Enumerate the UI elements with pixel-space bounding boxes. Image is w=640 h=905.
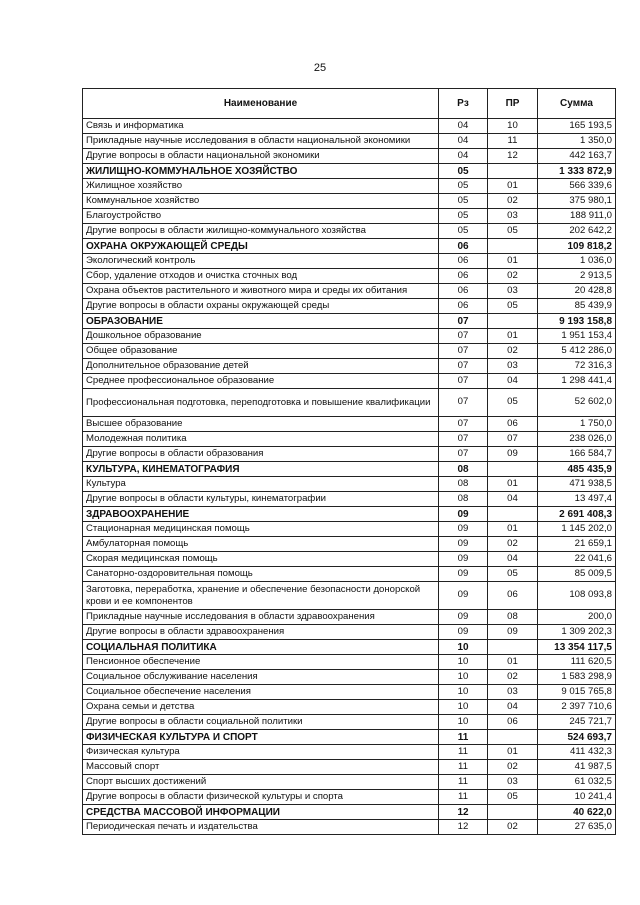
cell-name: СОЦИАЛЬНАЯ ПОЛИТИКА	[83, 640, 439, 655]
cell-name: ЖИЛИЩНО-КОММУНАЛЬНОЕ ХОЗЯЙСТВО	[83, 164, 439, 179]
cell-sum: 21 659,1	[538, 537, 616, 552]
cell-rz: 04	[439, 119, 488, 134]
cell-rz: 09	[439, 625, 488, 640]
cell-pr: 05	[488, 790, 538, 805]
cell-sum: 22 041,6	[538, 552, 616, 567]
table-row	[83, 179, 616, 194]
cell-rz: 08	[439, 492, 488, 507]
cell-name: Санаторно-оздоровительная помощь	[83, 567, 439, 582]
cell-name: Скорая медицинская помощь	[83, 552, 439, 567]
cell-name: Связь и информатика	[83, 119, 439, 134]
cell-rz: 07	[439, 432, 488, 447]
cell-name: СРЕДСТВА МАССОВОЙ ИНФОРМАЦИИ	[83, 805, 439, 820]
header-name: Наименование	[83, 89, 439, 119]
cell-rz: 11	[439, 760, 488, 775]
cell-sum: 13 497,4	[538, 492, 616, 507]
cell-name: Массовый спорт	[83, 760, 439, 775]
section-row	[83, 640, 616, 655]
header-rz: Рз	[439, 89, 488, 119]
cell-rz: 07	[439, 389, 488, 417]
cell-rz: 09	[439, 522, 488, 537]
cell-name: Коммунальное хозяйство	[83, 194, 439, 209]
cell-name: Другие вопросы в области социальной политики	[83, 715, 439, 730]
cell-name: Другие вопросы в области образования	[83, 447, 439, 462]
table-row	[83, 685, 616, 700]
cell-name: Прикладные научные исследования в области национальной экономики	[83, 134, 439, 149]
cell-pr: 04	[488, 492, 538, 507]
cell-pr	[488, 507, 538, 522]
cell-pr: 01	[488, 655, 538, 670]
table-row	[83, 567, 616, 582]
table-row	[83, 655, 616, 670]
cell-pr	[488, 239, 538, 254]
cell-sum: 485 435,9	[538, 462, 616, 477]
cell-rz: 07	[439, 329, 488, 344]
cell-name: Высшее образование	[83, 417, 439, 432]
cell-sum: 165 193,5	[538, 119, 616, 134]
cell-rz: 05	[439, 194, 488, 209]
cell-name: ЗДРАВООХРАНЕНИЕ	[83, 507, 439, 522]
cell-pr: 04	[488, 374, 538, 389]
cell-sum: 442 163,7	[538, 149, 616, 164]
table-row	[83, 119, 616, 134]
cell-sum: 1 298 441,4	[538, 374, 616, 389]
table-row	[83, 552, 616, 567]
cell-pr: 01	[488, 254, 538, 269]
cell-rz: 07	[439, 359, 488, 374]
cell-name: Социальное обеспечение населения	[83, 685, 439, 700]
section-row	[83, 805, 616, 820]
table-row	[83, 194, 616, 209]
cell-sum: 524 693,7	[538, 730, 616, 745]
cell-sum: 20 428,8	[538, 284, 616, 299]
cell-sum: 85 009,5	[538, 567, 616, 582]
table-row	[83, 149, 616, 164]
table-row	[83, 284, 616, 299]
cell-rz: 09	[439, 610, 488, 625]
cell-name: Другие вопросы в области национальной экономики	[83, 149, 439, 164]
table-row	[83, 700, 616, 715]
cell-sum: 85 439,9	[538, 299, 616, 314]
cell-name: ОБРАЗОВАНИЕ	[83, 314, 439, 329]
cell-rz: 06	[439, 299, 488, 314]
table-row	[83, 389, 616, 417]
cell-rz: 10	[439, 640, 488, 655]
cell-rz: 07	[439, 314, 488, 329]
cell-pr: 04	[488, 700, 538, 715]
section-row	[83, 239, 616, 254]
cell-sum: 41 987,5	[538, 760, 616, 775]
cell-sum: 5 412 286,0	[538, 344, 616, 359]
cell-rz: 11	[439, 775, 488, 790]
table-row	[83, 522, 616, 537]
cell-sum: 9 193 158,8	[538, 314, 616, 329]
cell-pr: 05	[488, 224, 538, 239]
cell-sum: 245 721,7	[538, 715, 616, 730]
table-row	[83, 610, 616, 625]
cell-pr: 07	[488, 432, 538, 447]
cell-pr: 04	[488, 552, 538, 567]
cell-name: Другие вопросы в области жилищно-коммунального хозяйства	[83, 224, 439, 239]
cell-name: Дополнительное образование детей	[83, 359, 439, 374]
cell-pr: 02	[488, 537, 538, 552]
cell-sum: 1 036,0	[538, 254, 616, 269]
table-row	[83, 492, 616, 507]
section-row	[83, 730, 616, 745]
cell-name: Экологический контроль	[83, 254, 439, 269]
cell-name: Благоустройство	[83, 209, 439, 224]
cell-pr	[488, 805, 538, 820]
cell-rz: 11	[439, 730, 488, 745]
cell-rz: 12	[439, 805, 488, 820]
table-row	[83, 254, 616, 269]
cell-pr: 02	[488, 344, 538, 359]
cell-pr: 09	[488, 447, 538, 462]
table-row	[83, 715, 616, 730]
cell-name: Культура	[83, 477, 439, 492]
cell-sum: 1 951 153,4	[538, 329, 616, 344]
cell-name: Физическая культура	[83, 745, 439, 760]
cell-pr: 02	[488, 194, 538, 209]
cell-rz: 07	[439, 374, 488, 389]
cell-sum: 2 913,5	[538, 269, 616, 284]
cell-name: Охрана семьи и детства	[83, 700, 439, 715]
cell-sum: 1 350,0	[538, 134, 616, 149]
cell-pr: 05	[488, 567, 538, 582]
cell-rz: 05	[439, 209, 488, 224]
cell-rz: 08	[439, 462, 488, 477]
cell-name: Прикладные научные исследования в области здравоохранения	[83, 610, 439, 625]
cell-rz: 04	[439, 134, 488, 149]
cell-sum: 1 145 202,0	[538, 522, 616, 537]
cell-pr: 06	[488, 582, 538, 610]
table-row	[83, 670, 616, 685]
section-row	[83, 314, 616, 329]
cell-pr: 03	[488, 775, 538, 790]
cell-rz: 09	[439, 582, 488, 610]
cell-name: Общее образование	[83, 344, 439, 359]
cell-rz: 05	[439, 164, 488, 179]
cell-pr: 05	[488, 299, 538, 314]
cell-name: Молодежная политика	[83, 432, 439, 447]
cell-sum: 27 635,0	[538, 820, 616, 835]
cell-pr	[488, 730, 538, 745]
table-row	[83, 432, 616, 447]
budget-table	[82, 88, 616, 835]
cell-pr: 02	[488, 760, 538, 775]
cell-rz: 07	[439, 417, 488, 432]
cell-pr: 03	[488, 359, 538, 374]
cell-name: Другие вопросы в области физической культуры и спорта	[83, 790, 439, 805]
section-row	[83, 462, 616, 477]
section-row	[83, 164, 616, 179]
cell-name: Заготовка, переработка, хранение и обеспечение безопасности донорской крови и ее компонентов	[83, 582, 439, 610]
cell-name: Периодическая печать и издательства	[83, 820, 439, 835]
cell-sum: 375 980,1	[538, 194, 616, 209]
table-row	[83, 820, 616, 835]
cell-sum: 108 093,8	[538, 582, 616, 610]
cell-name: Социальное обслуживание населения	[83, 670, 439, 685]
cell-sum: 1 333 872,9	[538, 164, 616, 179]
cell-rz: 09	[439, 552, 488, 567]
table-row	[83, 775, 616, 790]
cell-pr: 01	[488, 745, 538, 760]
table-row	[83, 224, 616, 239]
cell-name: КУЛЬТУРА, КИНЕМАТОГРАФИЯ	[83, 462, 439, 477]
cell-pr: 12	[488, 149, 538, 164]
cell-pr: 01	[488, 477, 538, 492]
cell-sum: 2 691 408,3	[538, 507, 616, 522]
cell-sum: 13 354 117,5	[538, 640, 616, 655]
cell-rz: 05	[439, 224, 488, 239]
cell-sum: 40 622,0	[538, 805, 616, 820]
table-row	[83, 134, 616, 149]
table-row	[83, 760, 616, 775]
table-row	[83, 790, 616, 805]
section-row	[83, 507, 616, 522]
cell-rz: 11	[439, 790, 488, 805]
table-row	[83, 745, 616, 760]
table-row	[83, 299, 616, 314]
header-sum: Сумма	[538, 89, 616, 119]
cell-name: Пенсионное обеспечение	[83, 655, 439, 670]
cell-name: Охрана объектов растительного и животного мира и среды их обитания	[83, 284, 439, 299]
cell-sum: 111 620,5	[538, 655, 616, 670]
table-header-row	[83, 89, 616, 119]
cell-name: ФИЗИЧЕСКАЯ КУЛЬТУРА И СПОРТ	[83, 730, 439, 745]
cell-pr: 11	[488, 134, 538, 149]
cell-pr: 03	[488, 209, 538, 224]
cell-rz: 06	[439, 284, 488, 299]
cell-sum: 52 602,0	[538, 389, 616, 417]
cell-pr: 03	[488, 685, 538, 700]
cell-sum: 1 750,0	[538, 417, 616, 432]
cell-rz: 06	[439, 254, 488, 269]
table-row	[83, 209, 616, 224]
cell-rz: 11	[439, 745, 488, 760]
cell-rz: 08	[439, 477, 488, 492]
table-row	[83, 582, 616, 610]
cell-rz: 10	[439, 700, 488, 715]
cell-pr: 06	[488, 417, 538, 432]
cell-rz: 06	[439, 269, 488, 284]
cell-name: ОХРАНА ОКРУЖАЮЩЕЙ СРЕДЫ	[83, 239, 439, 254]
page-number: 25	[313, 62, 327, 74]
cell-pr: 01	[488, 329, 538, 344]
cell-rz: 12	[439, 820, 488, 835]
cell-pr: 10	[488, 119, 538, 134]
cell-sum: 471 938,5	[538, 477, 616, 492]
cell-rz: 06	[439, 239, 488, 254]
cell-sum: 2 397 710,6	[538, 700, 616, 715]
cell-name: Стационарная медицинская помощь	[83, 522, 439, 537]
cell-rz: 09	[439, 507, 488, 522]
cell-sum: 109 818,2	[538, 239, 616, 254]
cell-rz: 05	[439, 179, 488, 194]
table-row	[83, 374, 616, 389]
cell-name: Дошкольное образование	[83, 329, 439, 344]
cell-rz: 04	[439, 149, 488, 164]
cell-sum: 72 316,3	[538, 359, 616, 374]
table-body	[83, 119, 616, 835]
table-row	[83, 447, 616, 462]
table-row	[83, 625, 616, 640]
cell-name: Другие вопросы в области здравоохранения	[83, 625, 439, 640]
cell-pr	[488, 314, 538, 329]
cell-sum: 61 032,5	[538, 775, 616, 790]
cell-pr: 02	[488, 820, 538, 835]
cell-name: Сбор, удаление отходов и очистка сточных вод	[83, 269, 439, 284]
cell-name: Спорт высших достижений	[83, 775, 439, 790]
cell-sum: 1 583 298,9	[538, 670, 616, 685]
cell-pr: 03	[488, 284, 538, 299]
cell-sum: 238 026,0	[538, 432, 616, 447]
cell-rz: 10	[439, 715, 488, 730]
table-row	[83, 537, 616, 552]
table-row	[83, 329, 616, 344]
cell-name: Другие вопросы в области культуры, кинематографии	[83, 492, 439, 507]
cell-name: Среднее профессиональное образование	[83, 374, 439, 389]
cell-sum: 202 642,2	[538, 224, 616, 239]
cell-sum: 411 432,3	[538, 745, 616, 760]
cell-rz: 10	[439, 685, 488, 700]
table-row	[83, 417, 616, 432]
header-pr: ПР	[488, 89, 538, 119]
table-row	[83, 477, 616, 492]
cell-sum: 10 241,4	[538, 790, 616, 805]
cell-sum: 188 911,0	[538, 209, 616, 224]
table-row	[83, 269, 616, 284]
cell-name: Амбулаторная помощь	[83, 537, 439, 552]
cell-pr	[488, 462, 538, 477]
cell-name: Профессиональная подготовка, переподготовка и повышение квалификации	[83, 389, 439, 417]
cell-rz: 10	[439, 655, 488, 670]
cell-pr: 01	[488, 179, 538, 194]
cell-sum: 9 015 765,8	[538, 685, 616, 700]
table-row	[83, 359, 616, 374]
cell-pr: 01	[488, 522, 538, 537]
cell-name: Жилищное хозяйство	[83, 179, 439, 194]
cell-pr: 05	[488, 389, 538, 417]
cell-pr: 08	[488, 610, 538, 625]
cell-rz: 07	[439, 344, 488, 359]
cell-pr: 02	[488, 269, 538, 284]
cell-rz: 09	[439, 567, 488, 582]
cell-sum: 1 309 202,3	[538, 625, 616, 640]
cell-name: Другие вопросы в области охраны окружающей среды	[83, 299, 439, 314]
cell-pr	[488, 640, 538, 655]
cell-sum: 566 339,6	[538, 179, 616, 194]
cell-rz: 10	[439, 670, 488, 685]
cell-pr	[488, 164, 538, 179]
table-row	[83, 344, 616, 359]
cell-rz: 07	[439, 447, 488, 462]
cell-pr: 06	[488, 715, 538, 730]
cell-pr: 02	[488, 670, 538, 685]
cell-sum: 200,0	[538, 610, 616, 625]
cell-pr: 09	[488, 625, 538, 640]
cell-rz: 09	[439, 537, 488, 552]
cell-sum: 166 584,7	[538, 447, 616, 462]
